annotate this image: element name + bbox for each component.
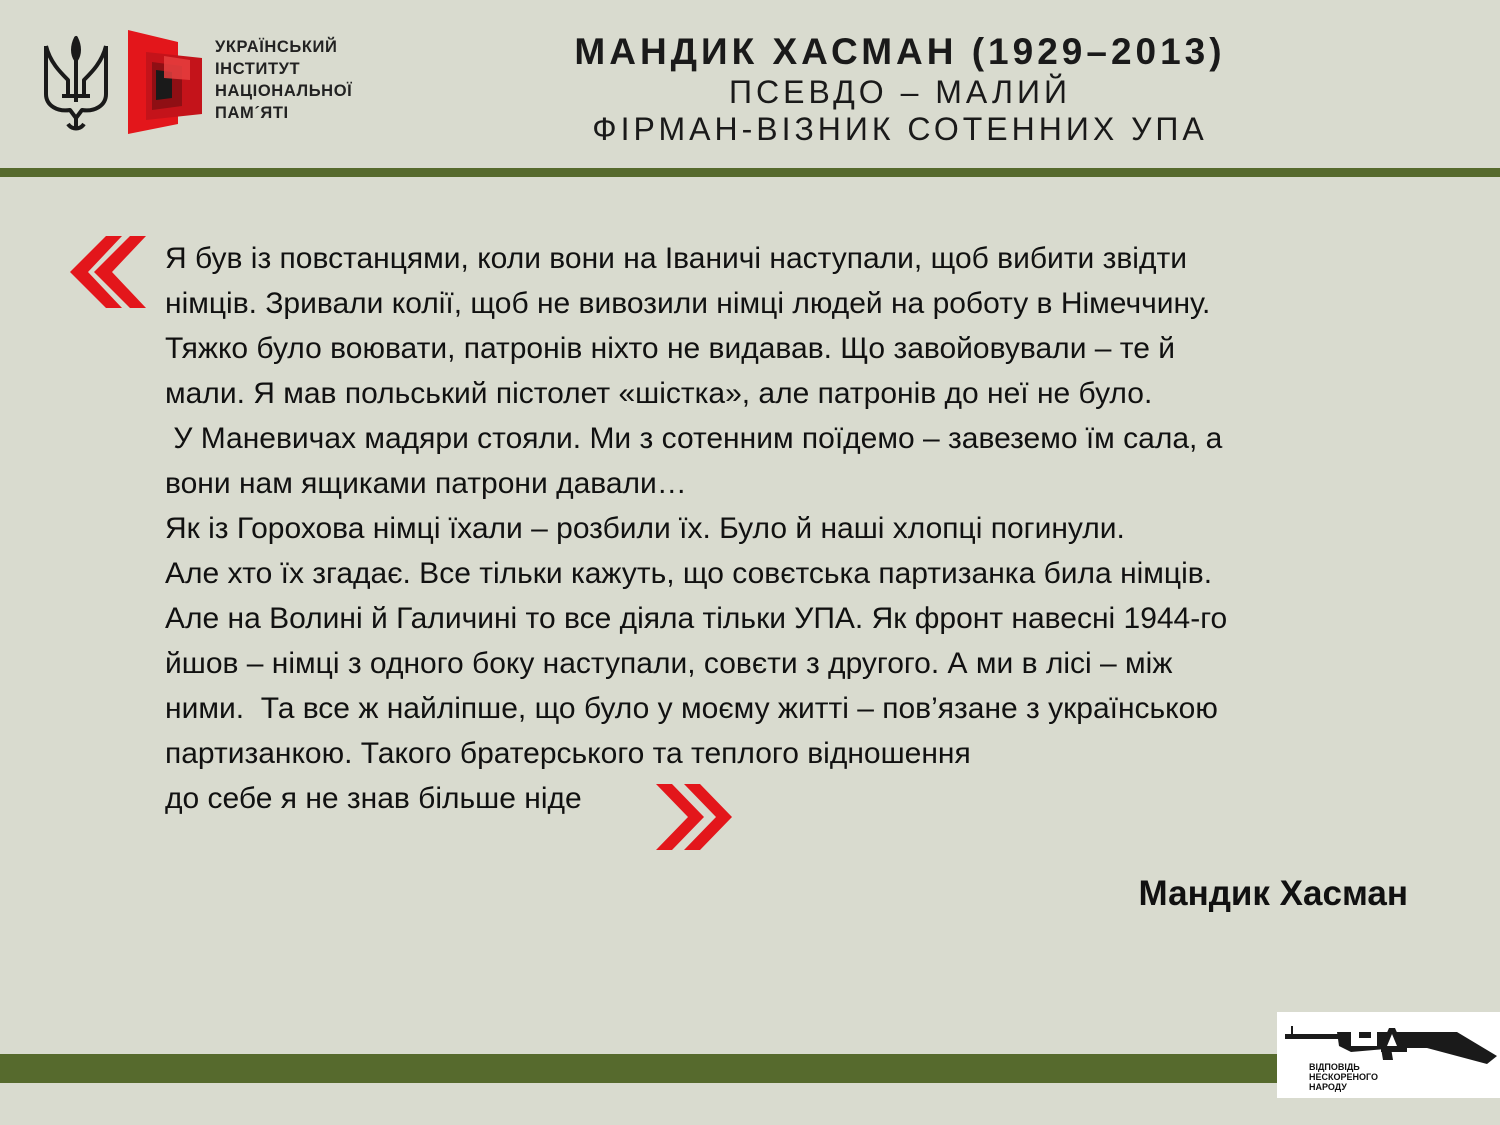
- quote-text: [165, 236, 1425, 821]
- slide-header: [0, 0, 1500, 168]
- quote-author: Мандик Хасман: [1138, 874, 1408, 913]
- quote-line: У Маневичах мадяри стояли. Ми з сотенним поїдемо – завеземо їм сала, а: [165, 422, 1223, 455]
- quote-open-icon: [68, 234, 146, 310]
- header-divider: [0, 168, 1500, 177]
- institute-name-line1: УКРАЇНСЬКИЙ: [215, 38, 338, 56]
- quote-line: Тяжко було воювати, патронів ніхто не видавав. Що завойовували – те й: [165, 332, 1175, 365]
- institute-name-line3: НАЦІОНАЛЬНОЇ: [215, 82, 353, 100]
- upa-badge-line3: НАРОДУ: [1309, 1082, 1347, 1092]
- upa-badge-line1: ВІДПОВІДЬ: [1309, 1062, 1360, 1072]
- quote-line: Як із Горохова німці їхали – розбили їх. Було й наші хлопці погинули.: [165, 512, 1125, 545]
- quote-line: до себе я не знав більше ніде: [165, 782, 582, 815]
- quote-line: німців. Зривали колії, щоб не вивозили німці людей на роботу в Німеччину.: [165, 287, 1211, 320]
- slide-titles: [500, 30, 1300, 148]
- trident-icon: [40, 32, 112, 134]
- quote-line: вони нам ящиками патрони давали…: [165, 467, 687, 500]
- quote-line: партизанкою. Такого братерського та теплого відношення: [165, 737, 971, 770]
- quote-close-icon: [654, 782, 734, 852]
- quote-line: Але хто їх згадає. Все тільки кажуть, що совєтська партизанка била німців.: [165, 557, 1213, 590]
- uinp-logo-icon: [124, 28, 206, 136]
- quote-line: мали. Я мав польський пістолет «шістка», але патронів до неї не було.: [165, 377, 1153, 410]
- institute-name-line2: ІНСТИТУТ: [215, 60, 301, 78]
- quote-line: ними. Та все ж найліпше, що було у моєму житті – пов’язане з українською: [165, 692, 1218, 725]
- footer-band: [0, 1054, 1500, 1083]
- upa-badge-caption: [1309, 1062, 1378, 1092]
- quote-line: йшов – німці з одного боку наступали, совєти з другого. А ми в лісі – між: [165, 647, 1173, 680]
- upa-badge: [1277, 1012, 1500, 1098]
- page-title: МАНДИК ХАСМАН (1929–2013): [574, 31, 1226, 72]
- institute-name: [215, 36, 352, 124]
- upa-badge-line2: НЕСКОРЕНОГО: [1309, 1072, 1378, 1082]
- quote-line: Я був із повстанцями, коли вони на Іваничі наступали, щоб вибити звідти: [165, 242, 1187, 275]
- quote-line: Але на Волині й Галичині то все діяла тільки УПА. Як фронт навесні 1944-го: [165, 602, 1228, 635]
- page-subtitle-pseudonym: ПСЕВДО – МАЛИЙ: [729, 74, 1071, 110]
- page-subtitle-role: ФІРМАН-ВІЗНИК СОТЕННИХ УПА: [592, 111, 1208, 147]
- institute-name-line4: ПАМ´ЯТІ: [215, 104, 289, 122]
